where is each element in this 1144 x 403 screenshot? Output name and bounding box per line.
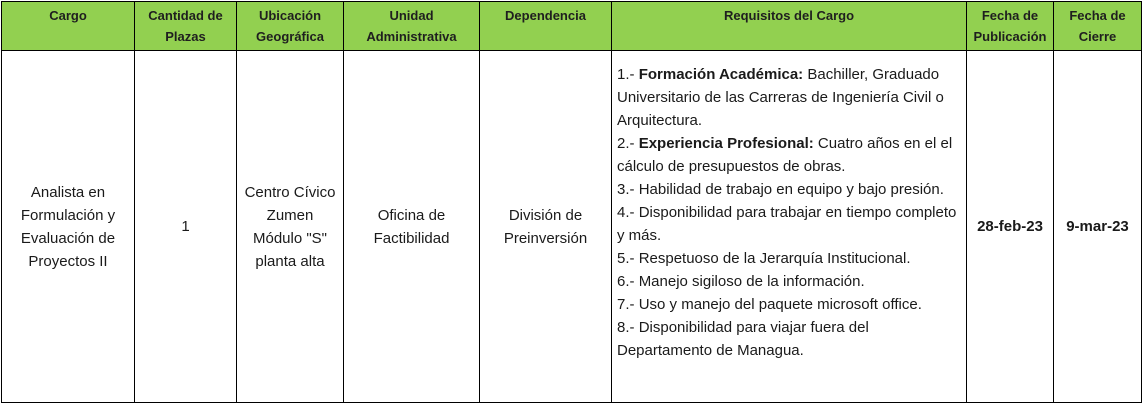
requisito-item: 2.- Experiencia Profesional: Cuatro años en el el cálculo de presupuestos de obras. (617, 135, 953, 175)
header-requisitos: Requisitos del Cargo (612, 2, 967, 51)
header-ubicacion: Ubicación Geográfica (237, 2, 344, 51)
cell-cargo: Analista en Formulación y Evaluación de Proyectos II (2, 51, 135, 403)
requisito-item: 1.- Formación Académica: Bachiller, Graduado Universitario de las Carreras de Ingeniería Civil o Arquitectura. (617, 66, 944, 129)
cell-dependencia: División de Preinversión (480, 51, 612, 403)
cell-cantidad: 1 (135, 51, 237, 403)
header-unidad: Unidad Administrativa (344, 2, 480, 51)
header-fecha-cierre: Fecha de Cierre (1054, 2, 1142, 51)
cell-requisitos (612, 51, 967, 403)
table-row (2, 51, 1142, 403)
cell-unidad: Oficina de Factibilidad (344, 51, 480, 403)
header-row (2, 2, 1142, 51)
job-posting-table (1, 1, 1142, 403)
requisito-item: 3.- Habilidad de trabajo en equipo y bajo presión. (617, 181, 944, 198)
header-fecha-publicacion: Fecha de Publicación (967, 2, 1054, 51)
header-dependencia: Dependencia (480, 2, 612, 51)
cell-ubicacion: Centro Cívico Zumen Módulo "S" planta alta (237, 51, 344, 403)
requisito-item: 4.- Disponibilidad para trabajar en tiempo completo y más. (617, 204, 957, 244)
header-cantidad: Cantidad de Plazas (135, 2, 237, 51)
header-cargo: Cargo (2, 2, 135, 51)
requisito-item: 6.- Manejo sigiloso de la información. (617, 273, 865, 290)
cell-fecha-cierre: 9-mar-23 (1054, 51, 1142, 403)
requisito-item: 5.- Respetuoso de la Jerarquía Institucional. (617, 250, 911, 267)
cell-fecha-publicacion: 28-feb-23 (967, 51, 1054, 403)
requisito-item: 8.- Disponibilidad para viajar fuera del Departamento de Managua. (617, 319, 869, 359)
requisito-item: 7.- Uso y manejo del paquete microsoft office. (617, 296, 922, 313)
